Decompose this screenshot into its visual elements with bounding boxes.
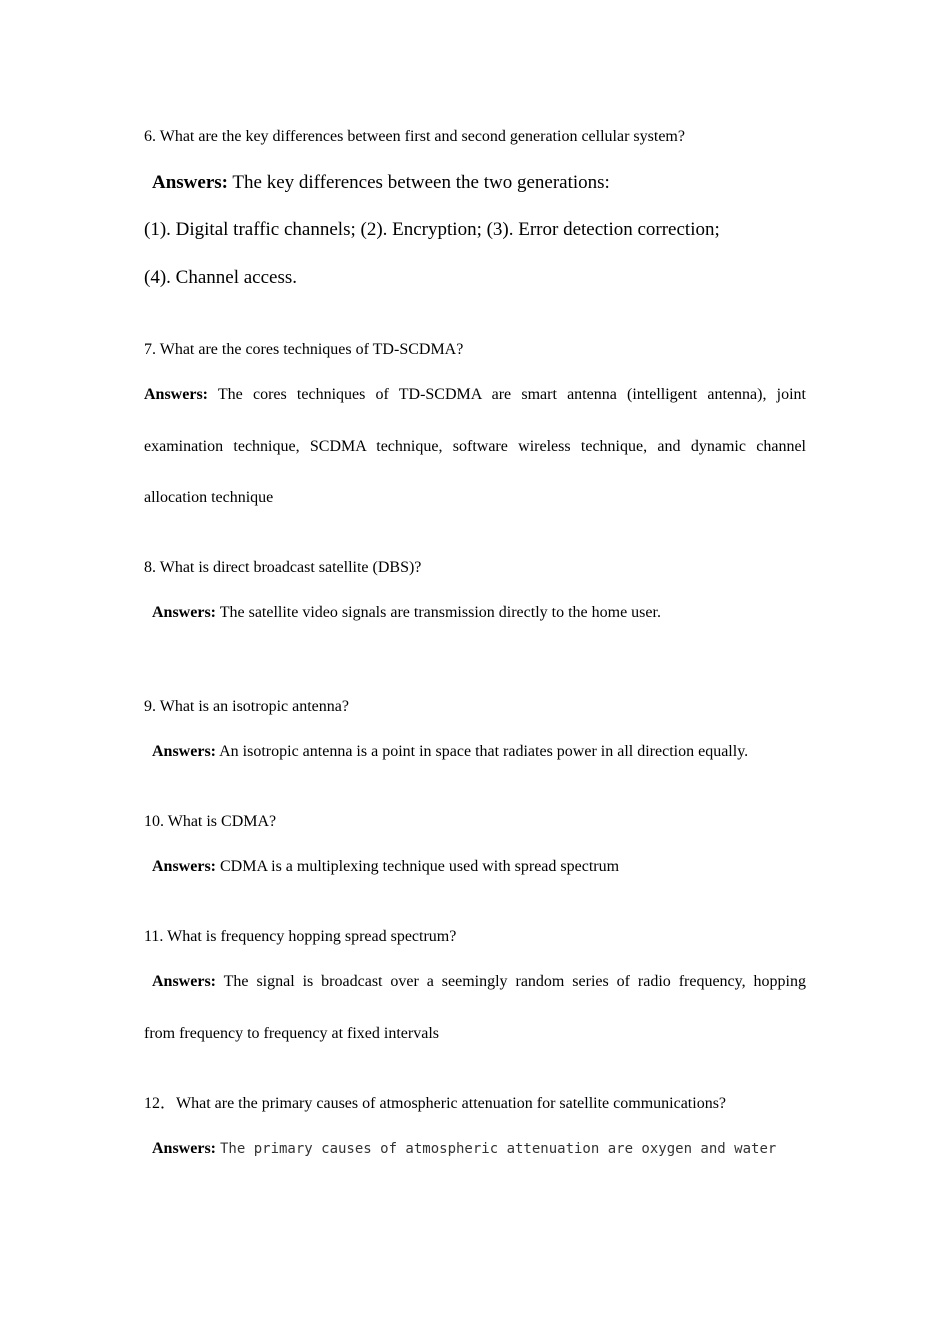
question-12: 12．What are the primary causes of atmospheric attenuation for satellite communications? xyxy=(144,1095,727,1112)
question-9: 9. What is an isotropic antenna? xyxy=(144,698,349,715)
answer-6-text-1: The key differences between the two generations: xyxy=(232,172,610,193)
answer-11-text-1: The signal is broadcast over a seemingly random series of radio frequency, hopping xyxy=(223,973,806,990)
answer-8-text: The satellite video signals are transmission directly to the home user. xyxy=(219,604,661,621)
answer-9 xyxy=(152,744,806,760)
answer-12 xyxy=(152,1141,806,1157)
answer-12-text: The primary causes of atmospheric attenuation are oxygen and water xyxy=(220,1141,777,1157)
answer-11-line-1 xyxy=(152,974,806,990)
answer-label: Answers: xyxy=(152,172,228,193)
question-6: 6. What are the key differences between first and second generation cellular system? xyxy=(144,128,685,145)
question-7: 7. What are the cores techniques of TD-SCDMA? xyxy=(144,341,464,358)
answer-7-line-2: examination technique, SCDMA technique, software wireless technique, and dynamic channel xyxy=(144,438,806,455)
question-8: 8. What is direct broadcast satellite (DBS)? xyxy=(144,559,422,576)
answer-6-line-2: (1). Digital traffic channels; (2). Encryption; (3). Error detection correction; xyxy=(144,219,720,240)
answer-10 xyxy=(152,859,806,875)
answer-6-line-1 xyxy=(152,173,806,192)
answer-7-line-1 xyxy=(144,387,806,403)
answer-label: Answers: xyxy=(152,858,216,875)
answer-label: Answers: xyxy=(152,743,216,760)
answer-label: Answers: xyxy=(152,604,216,621)
answer-label: Answers: xyxy=(144,386,208,403)
answer-7-text-1: The cores techniques of TD-SCDMA are smart antenna (intelligent antenna), joint xyxy=(217,386,806,403)
answer-6-line-3: (4). Channel access. xyxy=(144,267,297,288)
answer-8 xyxy=(152,605,806,621)
answer-label: Answers: xyxy=(152,973,216,990)
answer-9-text: An isotropic antenna is a point in space that radiates power in all direction equally. xyxy=(219,743,749,760)
question-11: 11. What is frequency hopping spread spectrum? xyxy=(144,928,457,945)
answer-label: Answers: xyxy=(152,1140,216,1157)
answer-7-line-3: allocation technique xyxy=(144,489,274,506)
answer-11-line-2: from frequency to frequency at fixed intervals xyxy=(144,1025,439,1042)
question-10: 10. What is CDMA? xyxy=(144,813,277,830)
answer-10-text: CDMA is a multiplexing technique used with spread spectrum xyxy=(220,858,620,875)
